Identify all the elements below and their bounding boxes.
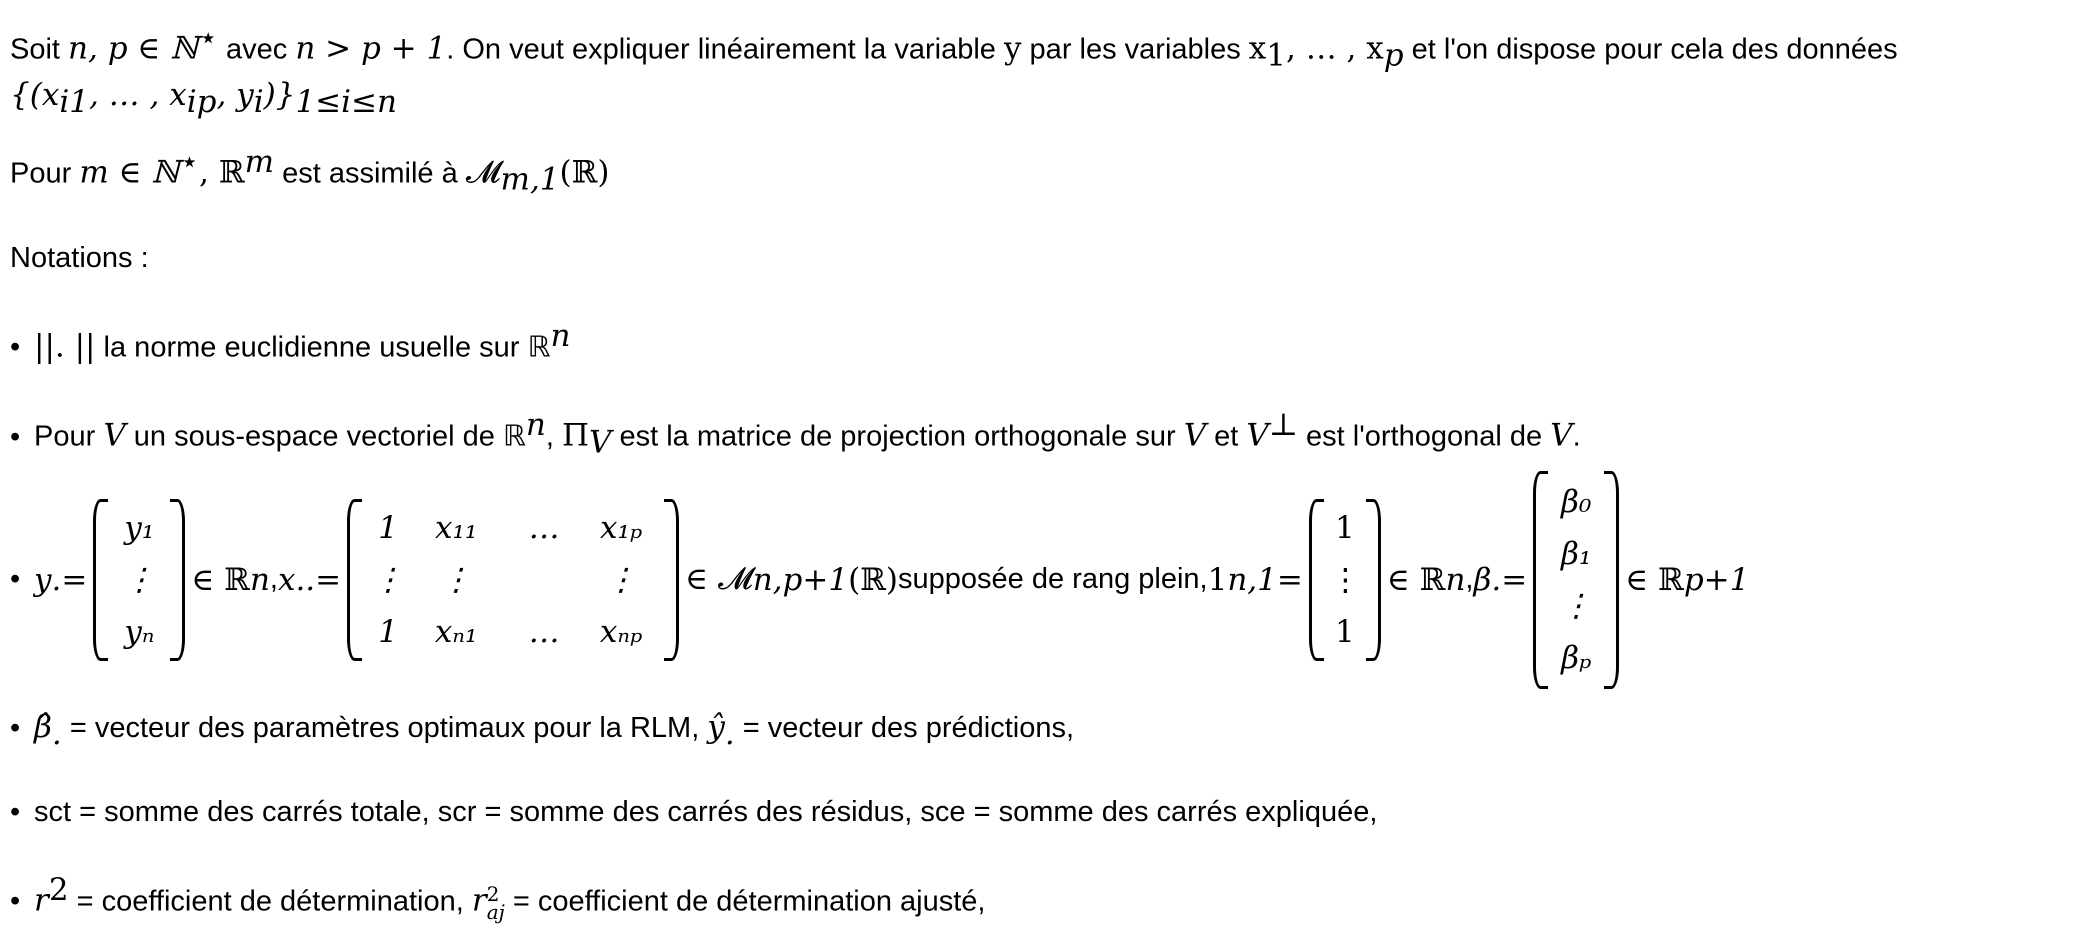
left-paren [347,499,362,661]
x-matrix-entry: x₁ₚ [600,509,643,546]
pour-m-paragraph: Pour m ∈ ℕ⋆, ℝ$^m$ est assimilé à 𝓜$_{m,1}$(ℝ) [10,144,610,198]
right-paren [170,499,185,661]
x-matrix-entry: x₁₁ [434,509,478,546]
x-matrix-entry: … [528,509,560,546]
notations-heading: Notations : [10,241,149,274]
bullet-r2: • $r^2$ = coefficient de détermination, r 2 aj = coefficient de détermination ajusté, [10,871,986,924]
beta-vector-entry: β₁ [1561,535,1592,572]
left-paren [1309,499,1324,661]
x-matrix-entry: xₙ₁ [434,613,478,650]
x-matrix-entry: ⋮ [605,561,637,598]
x-matrix-entry: ⋮ [440,561,472,598]
x-matrix-grid [362,499,664,661]
intro-line-1: Soit n, p ∈ ℕ⋆ avec n > p + 1. On veut expliquer linéairement la variable y par les variables $x_1$, … , $x_p$ et l'on dispose pour cela des données [10,20,1898,74]
bullet-matrices: • y . = y₁ ⋮ yₙ ∈ ℝ n , x .. = 1 x₁₁ … x₁ₚ ⋮ ⋮ ⋮ 1 xₙ₁ … xₙₚ ∈ 𝓜 n,p+1 (ℝ) supposée de rang plein, 1 n,1 = 1 ⋮ 1 ∈ ℝ n , β . = β₀ β₁ ⋮ βₚ ∈ ℝ p+1 [10,467,2086,693]
right-paren [664,499,679,661]
x-matrix [347,499,679,661]
y-vector-entry: y₁ [124,509,155,546]
left-paren [1533,471,1548,689]
x-matrix-entry [504,557,584,603]
bullet-sums: • sct = somme des carrés totale, scr = somme des carrés des résidus, sce = somme des carrés expliquée, [10,795,1378,828]
ones-vector-grid [1324,499,1366,661]
beta-vector-grid [1548,473,1604,687]
y-vector [93,499,185,661]
bullet-projection: • Pour V un sous-espace vectoriel de ℝ$^n$, $\Pi_V$ est la matrice de projection orthogonale sur V et V⊥ est l'orthogonal de V. [10,407,1581,461]
left-paren [93,499,108,661]
y-vector-entry: yₙ [124,613,155,650]
intro-paragraph [10,18,2086,122]
bullet-estimators: • $\betâ_.$ = vecteur des paramètres optimaux pour la RLM, $ŷ_.$ = vecteur des prédictions, [10,708,1075,752]
ones-vector-entry: 1 [1334,509,1355,546]
beta-vector-entry: βₚ [1561,639,1592,676]
right-paren [1604,471,1619,689]
right-paren [1366,499,1381,661]
beta-vector-entry: ⋮ [1560,587,1592,624]
ones-vector [1309,499,1381,661]
x-matrix-entry: xₙₚ [599,613,643,650]
x-matrix-entry: 1 [378,509,399,546]
x-matrix-entry: … [528,613,560,650]
y-vector-entry: ⋮ [123,561,155,598]
y-vector-grid [108,499,170,661]
bullet-norm: • ||. || la norme euclidienne usuelle sur ℝ$^n$ [10,317,571,365]
ones-vector-entry: ⋮ [1329,561,1361,598]
x-matrix-entry: 1 [378,613,399,650]
x-matrix-entry: ⋮ [372,561,404,598]
intro-line-2: {($x_{i1}$, … , $x_{ip}$, $y_i)\}_{1\le i\le n}$ [10,77,398,121]
ones-vector-entry: 1 [1334,613,1355,650]
beta-vector [1533,471,1619,689]
beta-vector-entry: β₀ [1561,483,1592,520]
r2-adjusted-scripts: 2 aj [486,881,505,924]
